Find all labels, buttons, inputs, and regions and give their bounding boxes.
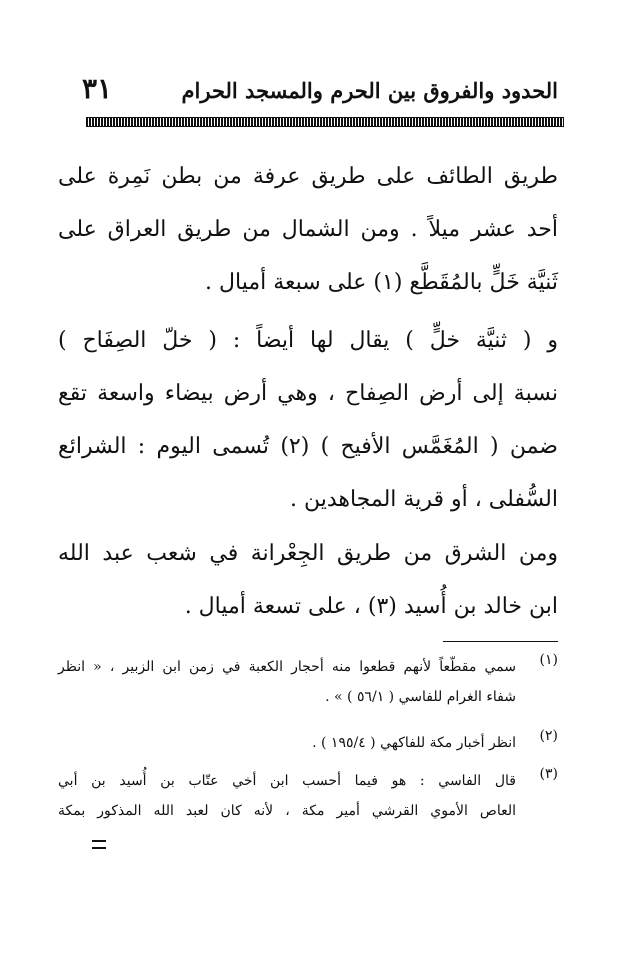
paragraph-line: ابن خالد بن أُسيد (٣) ، على تسعة أميال . — [184, 594, 558, 619]
footnote-line: انظر أخبار مكة للفاكهي ( ١٩٥/٤ ) . — [312, 735, 516, 751]
paragraph-line: ثَنيَّة خَلٍّ بالمُقَطَّع (١) على سبعة أميال . — [205, 270, 558, 295]
running-header-title: الحدود والفروق بين الحرم والمسجد الحرام — [181, 78, 558, 103]
footnote-line: سمي مقطّعاً لأنهم قطعوا منه أحجار الكعبة في زمن ابن الزبير ، « انظر — [58, 659, 516, 675]
header-divider — [86, 117, 564, 127]
footnote-number: (١) — [539, 652, 558, 668]
footnote-text — [58, 766, 516, 826]
footnote-text — [58, 652, 516, 712]
page-number: ٣١ — [82, 72, 113, 105]
footnote-line: العاص الأموي القرشي أمير مكة ، لأنه كان لعبد الله المذكور بمكة — [58, 803, 516, 819]
footnote-line: شفاء الغرام للفاسي ( ٥٦/١ ) » . — [325, 689, 516, 705]
footnote-number: (٣) — [539, 766, 558, 782]
footnote-text — [58, 728, 516, 758]
paragraph-line: و ( ثنيَّة خلٍّ ) يقال لها أيضاً : ( خلّ الصِفَاح ) — [58, 328, 558, 353]
paragraph-line: ومن الشرق من طريق الجِعْرانة في شعب عبد الله — [58, 541, 558, 566]
continuation-mark — [92, 840, 106, 849]
footnote-separator — [443, 641, 558, 642]
paragraph-line: أحد عشر ميلاً . ومن الشمال من طريق العراق على — [58, 217, 558, 242]
paragraph-3 — [58, 527, 558, 633]
paragraph-line: طريق الطائف على طريق عرفة من بطن نَمِرة على — [58, 164, 558, 189]
paragraph-line: نسبة إلى أرض الصِفاح ، وهي أرض بيضاء واسعة تقع — [58, 381, 558, 406]
paragraph-line: ضمن ( المُغَمَّس الأفيح ) (٢) تُسمى اليوم : الشرائع — [58, 434, 558, 459]
footnote-number: (٢) — [539, 728, 558, 744]
paragraph-1 — [58, 150, 558, 309]
paragraph-line: السُّفلى ، أو قرية المجاهدين . — [289, 487, 558, 512]
paragraph-2 — [58, 314, 558, 526]
footnote-line: قال الفاسي : هو فيما أحسب ابن أخي عتّاب بن أُسيد بن أبي — [58, 773, 516, 789]
